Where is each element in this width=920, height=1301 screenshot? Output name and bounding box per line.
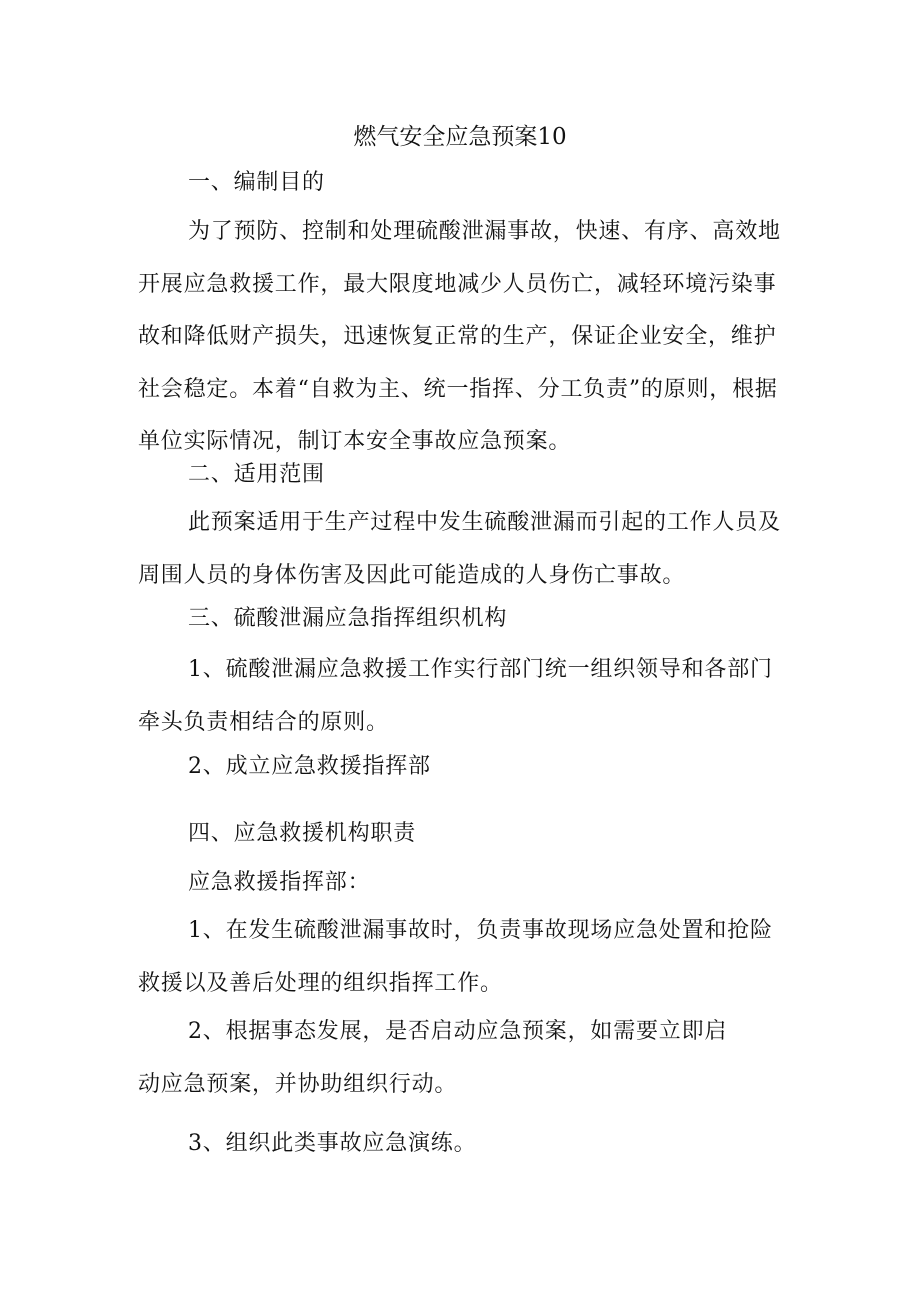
list-item-duties-3: 3、组织此类事故应急演练。 [188, 1131, 477, 1156]
paragraph-scope: 此预案适用于生产过程中发生硫酸泄漏而引起的工作人员及周围人员的身体伤害及因此可能造成的人身伤亡事故。 [138, 510, 781, 588]
list-item-duties-1: 1、在发生硫酸泄漏事故时，负责事故现场应急处置和抢险救援以及善后处理的组织指挥工作。 [138, 918, 773, 996]
section-heading-organization: 三、硫酸泄漏应急指挥组织机构 [188, 606, 508, 631]
document-title: 燃气安全应急预案10 [353, 124, 567, 150]
subheading-command-center: 应急救援指挥部： [188, 870, 371, 895]
list-item-duties-2-line1: 2、根据事态发展，是否启动应急预案，如需要立即启 [188, 1019, 728, 1044]
list-item-duties-2-line2: 动应急预案，并协助组织行动。 [138, 1071, 458, 1097]
list-item-organization-1: 1、硫酸泄漏应急救援工作实行部门统一组织领导和各部门牵头负责相结合的原则。 [138, 657, 773, 735]
paragraph-purpose: 为了预防、控制和处理硫酸泄漏事故，快速、有序、高效地开展应急救援工作，最大限度地减少人员伤亡，减轻环境污染事故和降低财产损失，迅速恢复正常的生产，保证企业安全，维护社会稳定。本着“自救为主、统一指挥、分工负责”的原则，根据单位实际情况，制订本安全事故应急预案。 [138, 219, 781, 454]
section-heading-scope: 二、适用范围 [188, 462, 325, 487]
section-heading-purpose: 一、编制目的 [188, 170, 325, 195]
list-item-organization-2: 2、成立应急救援指挥部 [188, 754, 431, 779]
list-item-duties-2 [138, 1006, 788, 1111]
section-heading-duties: 四、应急救援机构职责 [188, 821, 417, 846]
